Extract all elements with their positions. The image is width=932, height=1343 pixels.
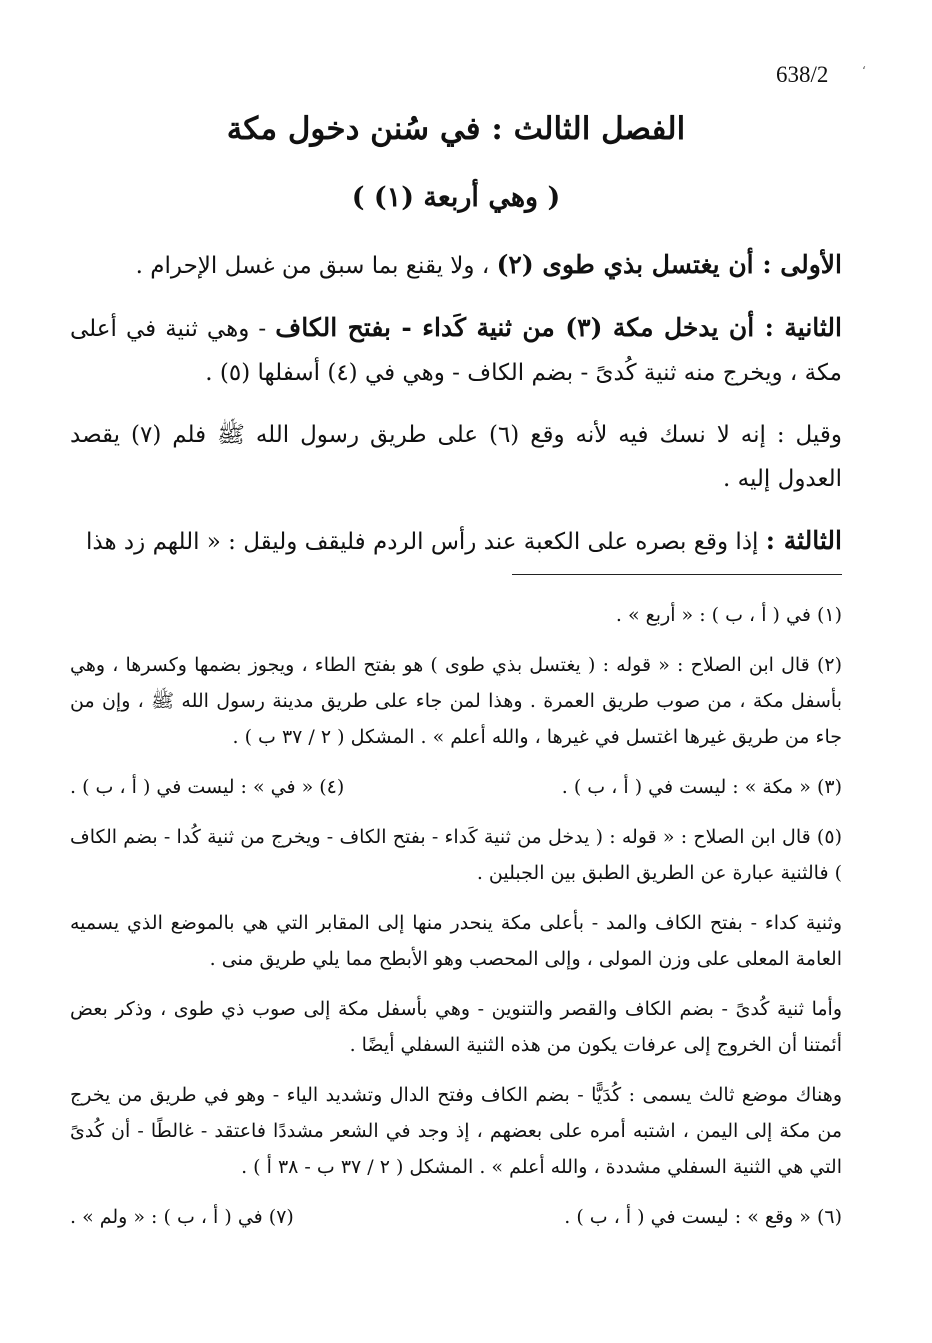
paragraph-second <box>70 306 842 395</box>
paragraph-text: إذا وقع بصره على الكعبة عند رأس الردم فليقف وليقل : « اللهم زد هذا <box>86 529 766 556</box>
chapter-subtitle: ( وهي أربعة (١) ) <box>351 182 561 214</box>
page-number: 638/2 <box>776 62 829 87</box>
footnote-1: (١) في ( أ ، ب ) : « أربع » . <box>615 604 842 627</box>
footnote-row-6-7 <box>70 1199 842 1235</box>
footnote-3: (٣) « مكة » : ليست في ( أ ، ب ) . <box>561 776 842 799</box>
paragraph-third <box>70 519 842 564</box>
paragraph-text: - وهي ثنية في أعلى مكة ، ويخرج منه ثنية كُدىً - بضم الكاف - وهي في (٤) أسفلها (٥) . <box>70 316 842 387</box>
footnote-5-continued: وأما ثنية كُدىً - بضم الكاف والقصر والتنوين - وهي بأسفل مكة إلى صوب ذي طوى ، وذكر بعض أئمتنا أن الخروج إلى عرفات يكون من هذه الثنية السفلي أيضًا . <box>70 998 842 1057</box>
footnote-5: (٥) قال ابن الصلاح : « قوله : ( يدخل من ثنية كَداء - بفتح الكاف - ويخرج من ثنية كُدا - بضم الكاف ) فالثنية عبارة عن الطريق الطبق بين الجبلين . <box>70 826 842 885</box>
margin-mark: ‘ <box>862 64 866 78</box>
paragraph-note <box>70 413 842 501</box>
paragraph-lead: الثالثة : <box>765 526 842 556</box>
paragraph-text: ، ولا يقنع بما سبق من غسل الإحرام . <box>135 253 497 280</box>
paragraph-text: وقيل : إنه لا نسك فيه لأنه وقع (٦) على طريق رسول الله ﷺ فلم (٧) يقصد العدول إليه . <box>70 422 842 493</box>
footnote-5-continued: وثنية كداء - بفتح الكاف والمد - بأعلى مكة ينحدر منها إلى المقابر التي هي بالموضع الذي يسميه العامة المعلى على وزن المولى ، وإلى المحصب وهو الأبطح مما يلي طريق منى . <box>70 912 842 971</box>
chapter-title: الفصل الثالث : في سُنن دخول مكة <box>226 111 686 147</box>
footnote-5-continued: وهناك موضع ثالث يسمى : كُدَيًّا - بضم الكاف وفتح الدال وتشديد الياء - وهو في طريق من يخرج من مكة إلى اليمن ، اشتبه أمره على بعضهم ، إذ وجد في الشعر مشددًا فاعتقد - غالطًا - أن كُدىً التي هي الثنية السفلي مشددة ، والله أعلم » . المشكل ( ٢ / ٣٧ ب - ٣٨ أ ) . <box>70 1084 842 1179</box>
footnote-row-3-4 <box>70 769 842 805</box>
footnote-7: (٧) في ( أ ، ب ) : « ولم » . <box>70 1206 294 1229</box>
paragraph-lead: الأولى : أن يغتسل بذي طوى (٢) <box>496 250 842 280</box>
footnote-separator <box>512 574 842 575</box>
footnote-6: (٦) « وقع » : ليست في ( أ ، ب ) . <box>564 1206 842 1229</box>
footnote-4: (٤) « في » : ليست في ( أ ، ب ) . <box>70 776 345 799</box>
paragraph-first <box>70 243 842 288</box>
footnote-2: (٢) قال ابن الصلاح : « قوله : ( يغتسل بذي طوى ) هو بفتح الطاء ، ويجوز بضمها وكسرها ، وهي بأسفل مكة ، من صوب طريق العمرة . وهذا لمن جاء على طريق مدينة رسول الله ﷺ ، وإن من جاء من طريق غيرها اغتسل في غيرها ، والله أعلم » . المشكل ( ٢ / ٣٧ ب ) . <box>70 654 842 749</box>
page-content <box>70 108 842 1249</box>
paragraph-lead: الثانية : أن يدخل مكة (٣) من ثنية كَداء - بفتح الكاف <box>275 313 842 343</box>
